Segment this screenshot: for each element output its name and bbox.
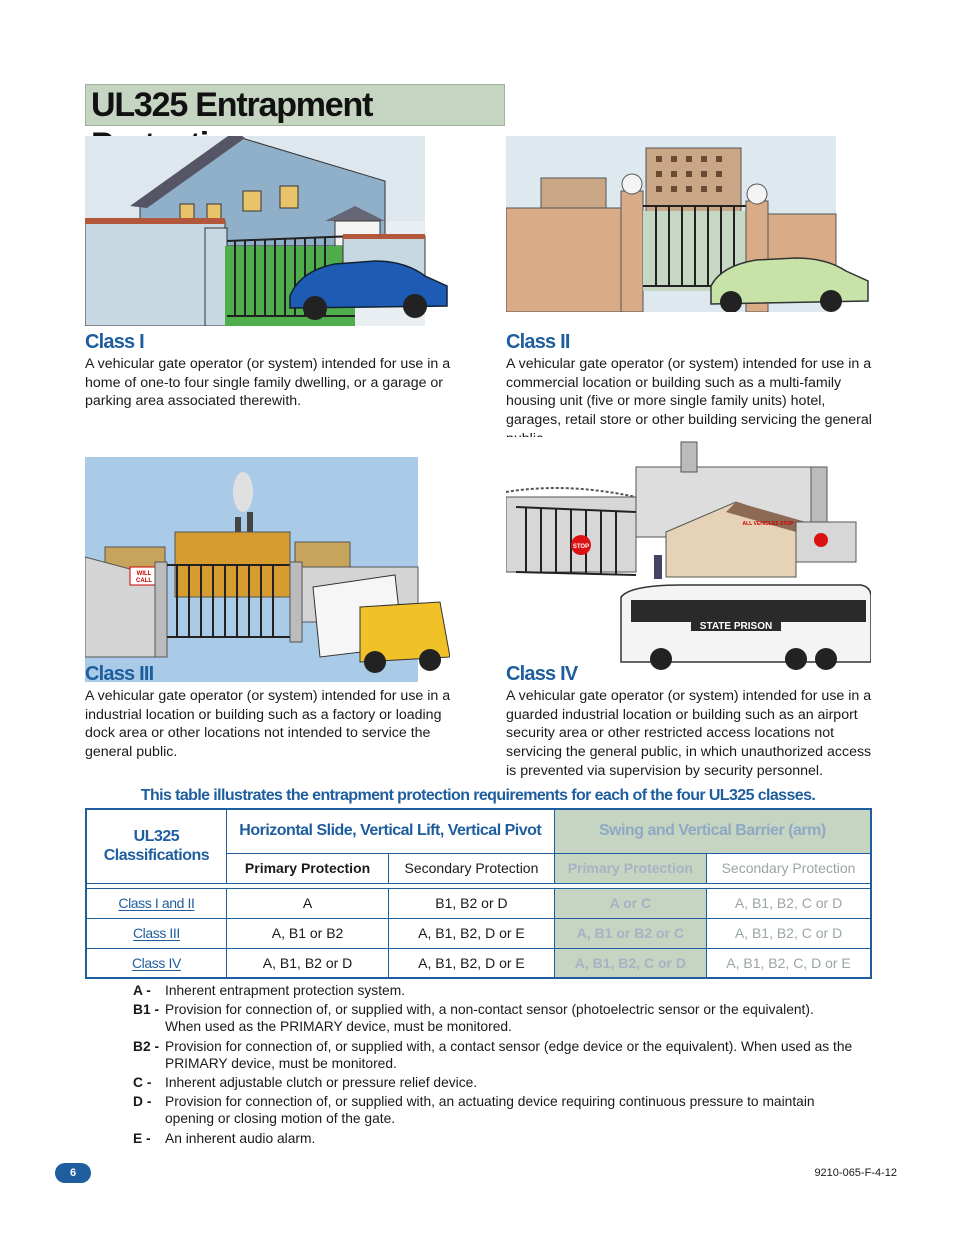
table-row: [86, 918, 871, 948]
class-iii-description: A vehicular gate operator (or system) intended for use in a industrial location or building such as a factory or loading dock area or other locations not intended to service the general public.: [85, 688, 451, 761]
legend-text: Inherent adjustable clutch or pressure relief device.: [165, 1075, 478, 1091]
class-iv-illustration: [506, 437, 871, 675]
state-prison-label: STATE PRISON: [699, 621, 773, 632]
legend: [133, 982, 853, 1149]
table-cell: A or C: [554, 888, 706, 918]
legend-item: [133, 1093, 853, 1127]
legend-text: An inherent audio alarm.: [165, 1130, 316, 1146]
table-cell: A, B1, B2, D or E: [389, 948, 554, 978]
table-cell: A, B1 or B2: [226, 918, 388, 948]
table-cell: A, B1, B2, D or E: [389, 918, 554, 948]
row-label: Class IV: [86, 948, 226, 978]
page-number: 6: [55, 1163, 91, 1183]
group-header-slide: Horizontal Slide, Vertical Lift, Vertical Pivot: [226, 809, 554, 853]
legend-text: Provision for connection of, or supplied with, an actuating device requiring continuous pressure to maintain opening or closing motion of the gate.: [165, 1094, 815, 1127]
table-cell: A, B1, B2, C or D: [707, 918, 871, 948]
page-title: UL325 Entrapment: [85, 84, 505, 126]
legend-key: B1 -: [133, 1002, 160, 1018]
table-cell: A, B1, B2, C, D or E: [707, 948, 871, 978]
legend-item: [133, 1130, 853, 1147]
class-ii-illustration: [506, 136, 871, 312]
stop-sign-text: STOP: [572, 544, 590, 550]
class-ii-description: A vehicular gate operator (or system) intended for use in a commercial location or building such as a multi-family housing unit (five or more single family units) hotel, garages, retail store or other building servicing the general: [506, 356, 872, 429]
class-i-heading: Class I: [85, 331, 144, 353]
class-i-description: A vehicular gate operator (or system) intended for use in a home of one-to four single family dwelling, or a garage or parking area associated therewith.: [85, 356, 451, 410]
legend-key: B2 -: [133, 1038, 160, 1054]
row-label: Class III: [86, 918, 226, 948]
legend-key: A -: [133, 983, 151, 998]
legend-key: D -: [133, 1094, 152, 1110]
table-row: [86, 888, 871, 918]
subheader-secondary-swing: Secondary Protection: [707, 853, 871, 883]
subheader-primary-swing: Primary Protection: [554, 853, 706, 883]
legend-item: [133, 982, 853, 999]
group-header-swing: Swing and Vertical Barrier (arm): [554, 809, 871, 853]
ul325-requirements-table: [85, 808, 872, 979]
legend-item: [133, 1001, 853, 1035]
table-cell: A, B1 or B2 or C: [554, 918, 706, 948]
table-row: [86, 948, 871, 978]
row-label: Class I and II: [86, 888, 226, 918]
table-cell: A: [226, 888, 388, 918]
svg-text:CALL: CALL: [136, 578, 152, 584]
legend-text: Inherent entrapment protection system.: [165, 983, 406, 998]
will-call-sign: WILL: [136, 571, 152, 577]
legend-text: Provision for connection of, or supplied with, a contact sensor (edge device or the equivalent). When used as the PRIMARY device, must be monitored.: [165, 1038, 853, 1071]
legend-key: E -: [133, 1130, 151, 1146]
table-cell: A, B1, B2, C or D: [554, 948, 706, 978]
table-cell: A, B1, B2 or D: [226, 948, 388, 978]
table-cell: A, B1, B2, C or D: [707, 888, 871, 918]
table-caption: This table illustrates the entrapment protection requirements for each of the four UL325 classes.: [140, 787, 816, 804]
legend-key: C -: [133, 1075, 152, 1091]
class-i-illustration: [85, 136, 450, 326]
document-code: 9210-065-F-4-12: [814, 1167, 897, 1179]
class-ii-heading: Class II: [506, 331, 570, 353]
subheader-primary-slide: Primary Protection: [226, 853, 388, 883]
legend-item: [133, 1038, 853, 1072]
corner-header: UL325 Classifications: [86, 809, 226, 883]
all-vehicles-stop-sign: ALL VEHICLES STOP: [742, 521, 794, 527]
class-iii-illustration: [85, 457, 450, 682]
legend-text: Provision for connection of, or supplied with, a non-contact sensor (photoelectric sensor or the equivalent). When used as the PRIMARY device, must be monitored.: [165, 1002, 814, 1035]
subheader-secondary-slide: Secondary Protection: [389, 853, 554, 883]
legend-item: [133, 1074, 853, 1091]
class-iv-heading: Class IV: [506, 663, 578, 685]
table-cell: B1, B2 or D: [389, 888, 554, 918]
class-iii-heading: Class III: [85, 663, 154, 685]
class-iv-description: A vehicular gate operator (or system) intended for use in a guarded industrial location or building such as an airport security area or other restricted access locations not servicing the general public, in which unauthorized access is prevented via supervision by security personnel.: [506, 688, 872, 779]
